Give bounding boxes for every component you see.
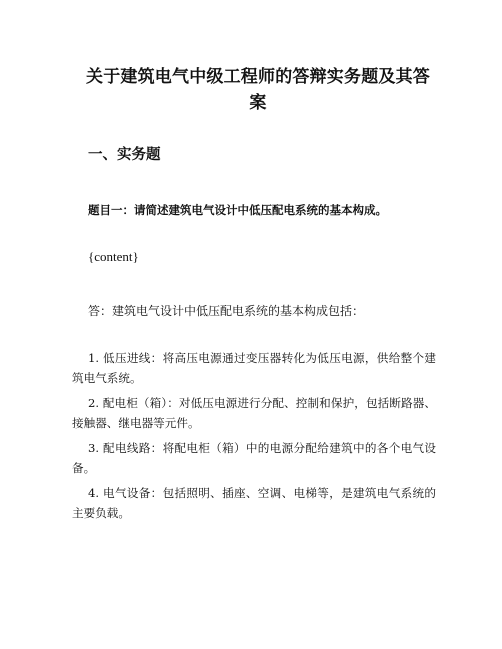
- question-heading: 题目一：请简述建筑电气设计中低压配电系统的基本构成。: [88, 203, 387, 217]
- answer-list: [72, 348, 436, 528]
- answer-list-item: 1. 低压进线：将高压电源通过变压器转化为低压电源，供给整个建筑电气系统。: [72, 351, 436, 385]
- content-placeholder: {content}: [88, 249, 139, 264]
- answer-list-item: 2. 配电柜（箱）：对低压电源进行分配、控制和保护，包括断路器、接触器、继电器等元件。: [72, 396, 436, 430]
- answer-list-item: 4. 电气设备：包括照明、插座、空调、电梯等，是建筑电气系统的主要负载。: [72, 486, 436, 520]
- answer-intro: 答：建筑电气设计中低压配电系统的基本构成包括：: [88, 304, 365, 318]
- answer-list-item: 3. 配电线路：将配电柜（箱）中的电源分配给建筑中的各个电气设备。: [72, 441, 436, 475]
- section-heading: 一、实务题: [88, 147, 161, 163]
- document-title: 关于建筑电气中级工程师的答辩实务题及其答案: [86, 67, 430, 113]
